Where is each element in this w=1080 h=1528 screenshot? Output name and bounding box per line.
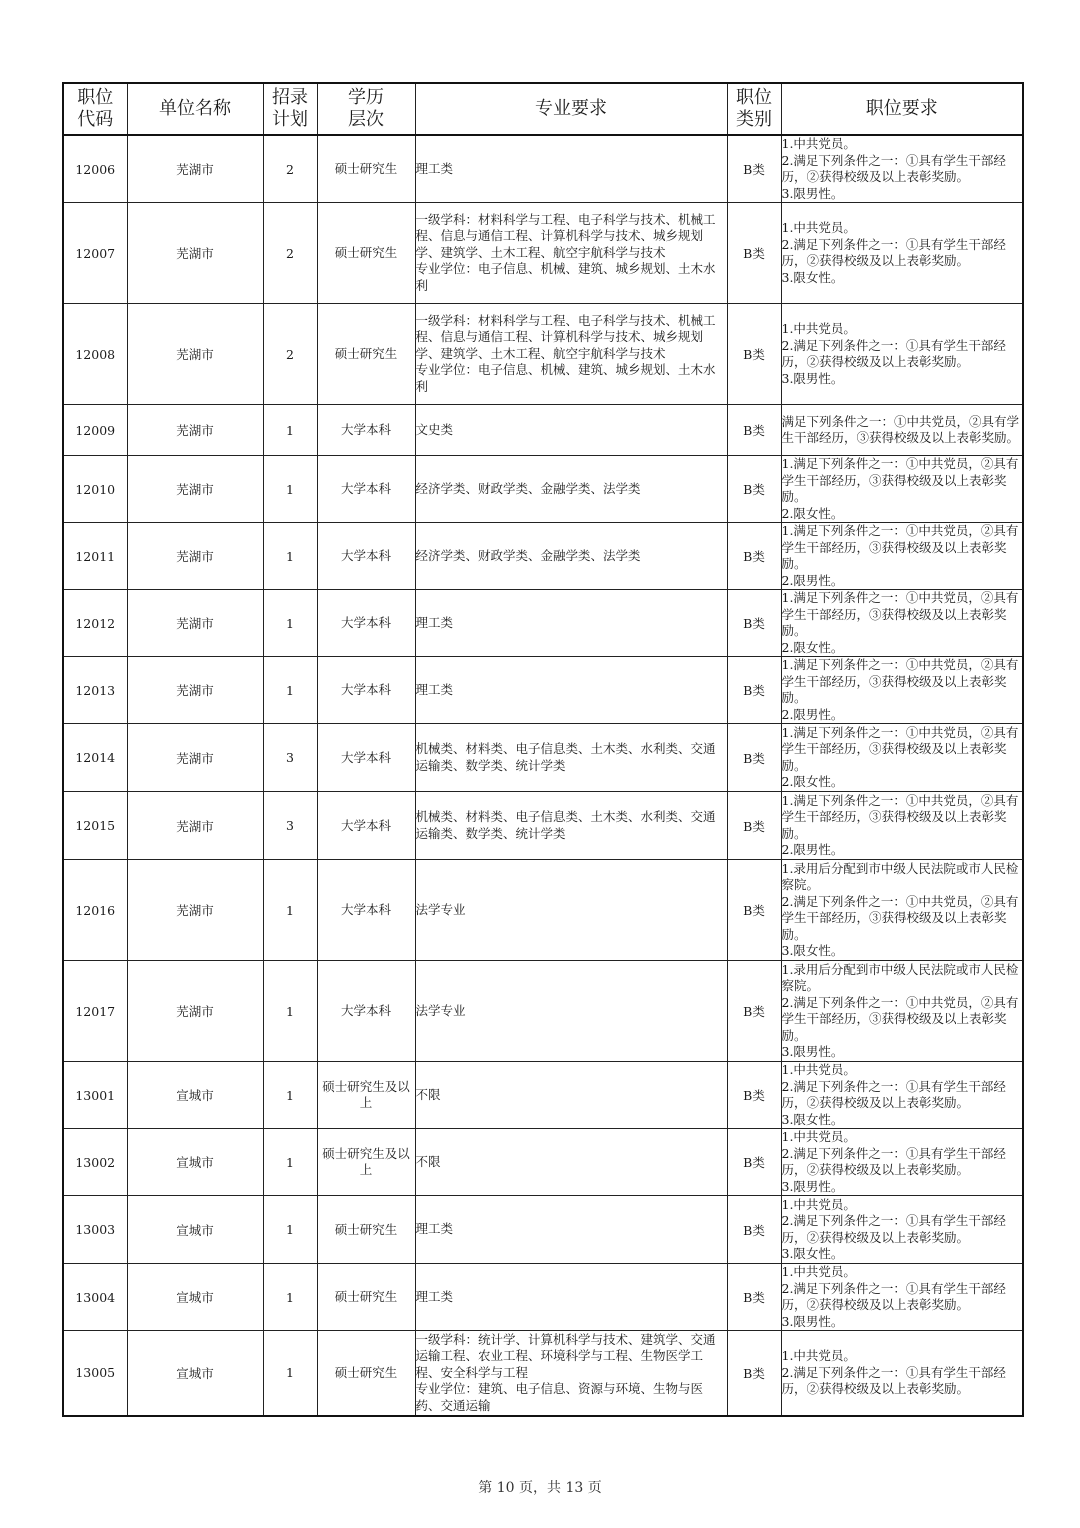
education-level: 硕士研究生 — [317, 304, 415, 405]
unit-name: 宣城市 — [127, 1264, 263, 1331]
header-text-line: 类别 — [736, 109, 772, 130]
education-level: 大学本科 — [317, 590, 415, 657]
table-row — [63, 405, 1023, 456]
position-requirements — [781, 657, 1023, 724]
education-level: 大学本科 — [317, 860, 415, 961]
requirement-line: 满足下列条件之一：①中共党员，②具有学生干部经历，③获得校级及以上表彰奖励。 — [781, 413, 1020, 445]
unit-name: 宣城市 — [127, 1129, 263, 1196]
header-unit: 单位名称 — [127, 83, 263, 135]
major-line: 一级学科：统计学、计算机科学与技术、建筑学、交通运输工程、农业工程、环境科学与工程、生物医学工程、安全科学与工程 — [415, 1331, 716, 1380]
recruit-plan: 1 — [263, 961, 317, 1062]
requirement-line: 3.限男性。 — [781, 1178, 844, 1194]
education-level: 大学本科 — [317, 456, 415, 523]
header-text-line: 计划 — [272, 109, 308, 130]
recruit-plan: 1 — [263, 1062, 317, 1129]
unit-name: 芜湖市 — [127, 590, 263, 657]
recruit-plan: 2 — [263, 203, 317, 304]
major-requirement — [415, 1062, 727, 1129]
requirement-line: 3.限女性。 — [781, 1246, 844, 1261]
requirement-line: 1.满足下列条件之一：①中共党员，②具有学生干部经历，③获得校级及以上表彰奖励。 — [781, 792, 1019, 841]
position-code: 13004 — [63, 1264, 127, 1331]
requirement-line: 1.中共党员。 — [781, 1264, 856, 1279]
position-category: B类 — [727, 860, 781, 961]
position-category: B类 — [727, 135, 781, 203]
requirement-line: 1.满足下列条件之一：①中共党员，②具有学生干部经历，③获得校级及以上表彰奖励。 — [781, 657, 1019, 705]
position-code: 12009 — [63, 405, 127, 456]
position-code: 12007 — [63, 203, 127, 304]
job-positions-table — [62, 82, 1024, 1417]
recruit-plan: 2 — [263, 304, 317, 405]
education-level: 大学本科 — [317, 961, 415, 1062]
major-line: 专业学位：电子信息、机械、建筑、城乡规划、土木水利 — [415, 362, 716, 394]
unit-name: 芜湖市 — [127, 135, 263, 203]
position-category: B类 — [727, 523, 781, 590]
position-code: 12008 — [63, 304, 127, 405]
position-requirements — [781, 1264, 1023, 1331]
education-level: 硕士研究生 — [317, 203, 415, 304]
requirement-line: 2.满足下列条件之一：①具有学生干部经历，②获得校级及以上表彰奖励。 — [781, 337, 1006, 369]
position-code: 13002 — [63, 1129, 127, 1196]
position-code: 12011 — [63, 523, 127, 590]
table-row — [63, 1062, 1023, 1129]
unit-name: 芜湖市 — [127, 405, 263, 456]
position-requirements — [781, 456, 1023, 523]
recruit-plan: 1 — [263, 1264, 317, 1331]
position-category: B类 — [727, 405, 781, 456]
major-line: 理工类 — [415, 1288, 454, 1304]
major-line: 机械类、材料类、电子信息类、土木类、水利类、交通运输类、数学类、统计学类 — [415, 741, 716, 773]
requirement-line: 2.满足下列条件之一：①具有学生干部经历，②获得校级及以上表彰奖励。 — [781, 236, 1006, 268]
unit-name: 芜湖市 — [127, 961, 263, 1062]
requirement-line: 2.限女性。 — [781, 639, 844, 655]
position-code: 12016 — [63, 860, 127, 961]
major-requirement — [415, 523, 727, 590]
education-level: 大学本科 — [317, 523, 415, 590]
major-requirement — [415, 657, 727, 724]
education-level: 硕士研究生 — [317, 135, 415, 203]
position-category: B类 — [727, 1062, 781, 1129]
major-requirement — [415, 135, 727, 203]
recruit-plan: 1 — [263, 590, 317, 657]
major-requirement — [415, 1129, 727, 1196]
unit-name: 芜湖市 — [127, 304, 263, 405]
header-plan — [263, 83, 317, 135]
requirement-line: 1.中共党员。 — [781, 321, 856, 336]
position-requirements — [781, 1129, 1023, 1196]
position-code: 13003 — [63, 1196, 127, 1264]
position-requirements — [781, 523, 1023, 590]
position-requirements — [781, 792, 1023, 860]
requirement-line: 2.限女性。 — [781, 774, 844, 789]
table-row — [63, 304, 1023, 405]
major-line: 不限 — [415, 1086, 441, 1102]
table-row — [63, 1129, 1023, 1196]
education-level: 硕士研究生及以上 — [317, 1062, 415, 1129]
table-row — [63, 1264, 1023, 1331]
requirement-line: 1.满足下列条件之一：①中共党员，②具有学生干部经历，③获得校级及以上表彰奖励。 — [781, 724, 1019, 773]
table-row — [63, 961, 1023, 1062]
position-requirements — [781, 405, 1023, 456]
table-header — [63, 83, 1023, 135]
education-level: 硕士研究生及以上 — [317, 1129, 415, 1196]
education-level: 大学本科 — [317, 657, 415, 724]
position-category: B类 — [727, 1264, 781, 1331]
position-category: B类 — [727, 590, 781, 657]
position-code: 12017 — [63, 961, 127, 1062]
requirement-line: 3.限男性。 — [781, 370, 844, 386]
position-code: 12012 — [63, 590, 127, 657]
position-code: 12013 — [63, 657, 127, 724]
position-requirements — [781, 304, 1023, 405]
requirement-line: 1.中共党员。 — [781, 220, 856, 235]
major-line: 专业学位：电子信息、机械、建筑、城乡规划、土木水利 — [415, 261, 716, 293]
position-category: B类 — [727, 724, 781, 792]
unit-name: 芜湖市 — [127, 523, 263, 590]
major-line: 理工类 — [415, 160, 454, 176]
position-category: B类 — [727, 203, 781, 304]
requirement-line: 2.满足下列条件之一：①中共党员，②具有学生干部经历，③获得校级及以上表彰奖励。 — [781, 893, 1019, 942]
major-requirement — [415, 724, 727, 792]
education-level: 硕士研究生 — [317, 1196, 415, 1264]
position-category: B类 — [727, 1129, 781, 1196]
requirement-line: 2.限男性。 — [781, 572, 844, 588]
requirement-line: 1.录用后分配到市中级人民法院或市人民检察院。 — [781, 860, 1019, 892]
position-requirements — [781, 590, 1023, 657]
recruit-plan: 1 — [263, 456, 317, 523]
position-code: 12015 — [63, 792, 127, 860]
requirement-line: 1.中共党员。 — [781, 1062, 856, 1077]
education-level: 大学本科 — [317, 792, 415, 860]
header-requirements: 职位要求 — [781, 83, 1023, 135]
major-line: 理工类 — [415, 614, 454, 630]
position-requirements — [781, 860, 1023, 961]
table-row — [63, 135, 1023, 203]
major-line: 文史类 — [415, 421, 454, 437]
major-requirement — [415, 1264, 727, 1331]
unit-name: 芜湖市 — [127, 456, 263, 523]
major-line: 机械类、材料类、电子信息类、土木类、水利类、交通运输类、数学类、统计学类 — [415, 809, 716, 841]
requirement-line: 1.中共党员。 — [781, 1196, 856, 1212]
table-row — [63, 590, 1023, 657]
major-line: 理工类 — [415, 681, 454, 697]
recruit-plan: 1 — [263, 405, 317, 456]
requirement-line: 3.限男性。 — [781, 185, 844, 201]
major-line: 法学专业 — [415, 1002, 466, 1018]
major-requirement — [415, 1196, 727, 1264]
recruit-plan: 1 — [263, 860, 317, 961]
requirement-line: 1.中共党员。 — [781, 136, 856, 151]
major-line: 经济学类、财政学类、金融学类、法学类 — [415, 547, 641, 563]
recruit-plan: 3 — [263, 792, 317, 860]
major-requirement — [415, 860, 727, 961]
major-requirement — [415, 304, 727, 405]
education-level: 硕士研究生 — [317, 1331, 415, 1416]
recruit-plan: 1 — [263, 1196, 317, 1264]
requirement-line: 2.满足下列条件之一：①具有学生干部经历，②获得校级及以上表彰奖励。 — [781, 1364, 1006, 1396]
header-text-line: 层次 — [348, 109, 384, 130]
header-row — [63, 83, 1023, 135]
position-category: B类 — [727, 792, 781, 860]
recruit-plan: 1 — [263, 657, 317, 724]
requirement-line: 2.限男性。 — [781, 706, 844, 722]
requirement-line: 2.满足下列条件之一：①具有学生干部经历，②获得校级及以上表彰奖励。 — [781, 152, 1006, 184]
requirement-line: 3.限女性。 — [781, 943, 844, 958]
position-category: B类 — [727, 1196, 781, 1264]
major-line: 专业学位：建筑、电子信息、资源与环境、生物与医药、交通运输 — [415, 1381, 704, 1413]
position-code: 12006 — [63, 135, 127, 203]
major-line: 一级学科：材料科学与工程、电子科学与技术、机械工程、信息与通信工程、计算机科学与技术、城乡规划学、建筑学、土木工程、航空宇航科学与技术 — [415, 211, 716, 260]
requirement-line: 2.限男性。 — [781, 842, 844, 857]
table-body — [63, 135, 1023, 1416]
requirement-line: 1.满足下列条件之一：①中共党员，②具有学生干部经历，③获得校级及以上表彰奖励。 — [781, 590, 1019, 638]
position-code: 13005 — [63, 1331, 127, 1416]
header-category — [727, 83, 781, 135]
recruit-plan: 3 — [263, 724, 317, 792]
requirement-line: 2.满足下列条件之一：①具有学生干部经历，②获得校级及以上表彰奖励。 — [781, 1145, 1006, 1177]
position-code: 12010 — [63, 456, 127, 523]
major-line: 经济学类、财政学类、金融学类、法学类 — [415, 480, 641, 496]
unit-name: 芜湖市 — [127, 860, 263, 961]
unit-name: 芜湖市 — [127, 203, 263, 304]
table-row — [63, 203, 1023, 304]
position-requirements — [781, 1196, 1023, 1264]
requirement-line: 1.中共党员。 — [781, 1348, 856, 1363]
header-major: 专业要求 — [415, 83, 727, 135]
major-line: 法学专业 — [415, 901, 466, 917]
major-requirement — [415, 590, 727, 657]
table-row — [63, 1196, 1023, 1264]
major-line: 一级学科：材料科学与工程、电子科学与技术、机械工程、信息与通信工程、计算机科学与技术、城乡规划学、建筑学、土木工程、航空宇航科学与技术 — [415, 312, 716, 361]
requirement-line: 2.满足下列条件之一：①具有学生干部经历，②获得校级及以上表彰奖励。 — [781, 1078, 1006, 1110]
requirement-line: 2.满足下列条件之一：①具有学生干部经历，②获得校级及以上表彰奖励。 — [781, 1213, 1006, 1245]
header-text-line: 职位 — [77, 87, 114, 108]
major-line: 理工类 — [415, 1221, 454, 1237]
table-row — [63, 1331, 1023, 1416]
major-requirement — [415, 792, 727, 860]
unit-name: 芜湖市 — [127, 657, 263, 724]
requirement-line: 3.限女性。 — [781, 269, 844, 285]
position-requirements — [781, 135, 1023, 203]
position-category: B类 — [727, 961, 781, 1062]
position-requirements — [781, 1062, 1023, 1129]
requirement-line: 1.中共党员。 — [781, 1129, 856, 1144]
unit-name: 芜湖市 — [127, 724, 263, 792]
requirement-line: 2.满足下列条件之一：①中共党员，②具有学生干部经历，③获得校级及以上表彰奖励。 — [781, 994, 1019, 1043]
unit-name: 宣城市 — [127, 1331, 263, 1416]
requirement-line: 2.限女性。 — [781, 505, 844, 521]
position-code: 12014 — [63, 724, 127, 792]
requirement-line: 3.限男性。 — [781, 1313, 844, 1329]
header-text-line: 招录 — [272, 87, 308, 108]
major-requirement — [415, 1331, 727, 1416]
recruit-plan: 1 — [263, 523, 317, 590]
unit-name: 宣城市 — [127, 1062, 263, 1129]
header-text-line: 学历 — [348, 87, 384, 108]
position-category: B类 — [727, 657, 781, 724]
table-row — [63, 657, 1023, 724]
table-row — [63, 724, 1023, 792]
position-category: B类 — [727, 304, 781, 405]
unit-name: 宣城市 — [127, 1196, 263, 1264]
requirement-line: 3.限女性。 — [781, 1111, 844, 1127]
education-level: 硕士研究生 — [317, 1264, 415, 1331]
major-requirement — [415, 405, 727, 456]
position-code: 13001 — [63, 1062, 127, 1129]
position-requirements — [781, 724, 1023, 792]
table-row — [63, 860, 1023, 961]
requirement-line: 1.满足下列条件之一：①中共党员，②具有学生干部经历，③获得校级及以上表彰奖励。 — [781, 523, 1019, 571]
position-requirements — [781, 961, 1023, 1062]
requirement-line: 1.满足下列条件之一：①中共党员，②具有学生干部经历，③获得校级及以上表彰奖励。 — [781, 456, 1019, 504]
header-text-line: 职位 — [736, 87, 772, 108]
header-code — [63, 83, 127, 135]
major-line: 不限 — [415, 1153, 441, 1169]
education-level: 大学本科 — [317, 724, 415, 792]
recruit-plan: 2 — [263, 135, 317, 203]
table-row — [63, 456, 1023, 523]
unit-name: 芜湖市 — [127, 792, 263, 860]
major-requirement — [415, 456, 727, 523]
requirement-line: 1.录用后分配到市中级人民法院或市人民检察院。 — [781, 961, 1019, 993]
major-requirement — [415, 961, 727, 1062]
major-requirement — [415, 203, 727, 304]
requirement-line: 2.满足下列条件之一：①具有学生干部经历，②获得校级及以上表彰奖励。 — [781, 1280, 1006, 1312]
page-number: 第 10 页，共 13 页 — [478, 1480, 602, 1496]
education-level: 大学本科 — [317, 405, 415, 456]
table-row — [63, 523, 1023, 590]
position-requirements — [781, 1331, 1023, 1416]
position-category: B类 — [727, 456, 781, 523]
requirement-line: 3.限男性。 — [781, 1044, 844, 1059]
header-education — [317, 83, 415, 135]
position-category: B类 — [727, 1331, 781, 1416]
recruit-plan: 1 — [263, 1129, 317, 1196]
position-requirements — [781, 203, 1023, 304]
recruit-plan: 1 — [263, 1331, 317, 1416]
header-text-line: 代码 — [77, 109, 114, 130]
table-row — [63, 792, 1023, 860]
